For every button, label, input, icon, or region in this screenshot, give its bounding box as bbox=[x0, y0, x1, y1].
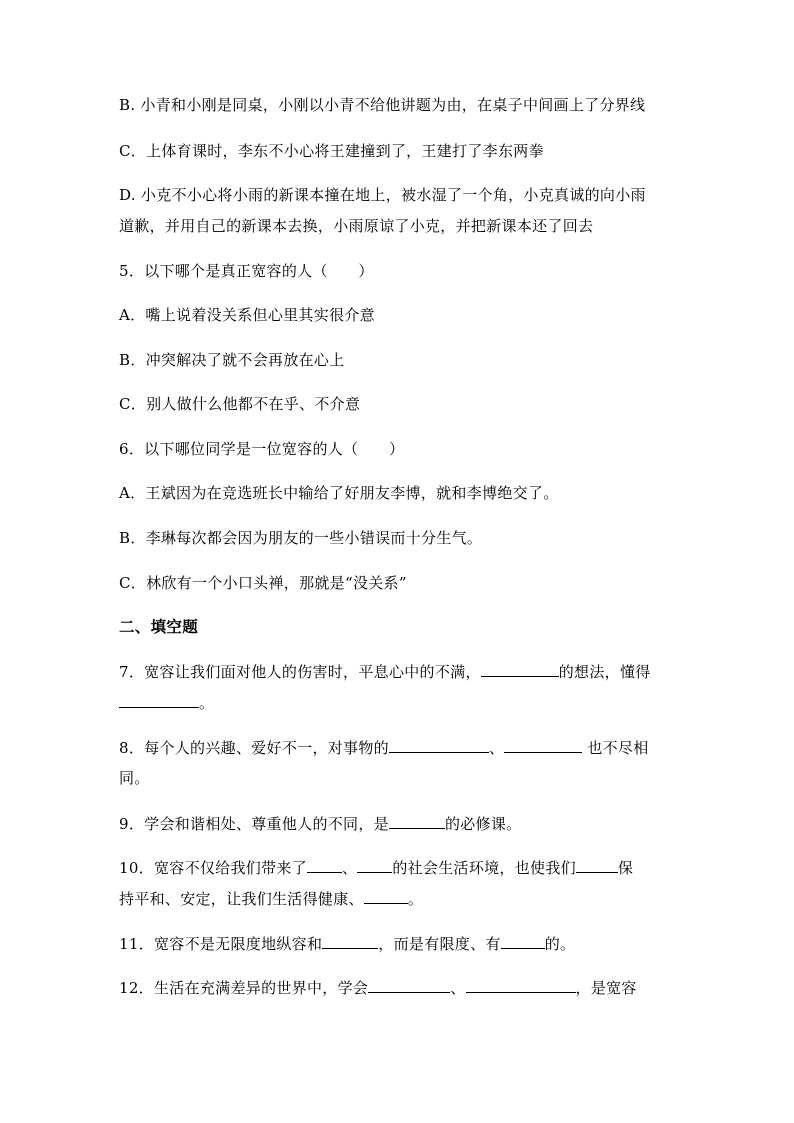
q11-text-3: 的。 bbox=[544, 935, 576, 953]
q10-blank-1[interactable] bbox=[307, 857, 342, 873]
q7-text-1: 7．宽容让我们面对他人的伤害时，平息心中的不满， bbox=[119, 663, 481, 681]
q10-line1 bbox=[119, 857, 679, 878]
q4-option-b: B. 小青和小刚是同桌，小刚以小青不给他讲题为由，在桌子中间画上了分界线 bbox=[119, 96, 646, 114]
q10-line2 bbox=[119, 888, 679, 909]
q11-text-1: 11．宽容不是无限度地纵容和 bbox=[119, 935, 323, 953]
q4-option-d-line1: D. 小克不小心将小雨的新课本撞在地上，被水湿了一个角，小克真诚的向小雨 bbox=[119, 186, 646, 204]
q5-stem: 5．以下哪个是真正宽容的人（ ） bbox=[119, 262, 374, 280]
q7-text-2: 的想法，懂得 bbox=[558, 663, 651, 681]
q10-text-2: 的社会生活环境，也使我们 bbox=[392, 859, 576, 877]
q5-option-b: B．冲突解决了就不会再放在心上 bbox=[119, 351, 345, 369]
q10-text-1: 10．宽容不仅给我们带来了 bbox=[119, 859, 307, 877]
q11-text-2: ，而是有限度、有 bbox=[378, 935, 501, 953]
q9-text-2: 的必修课。 bbox=[444, 815, 522, 833]
q10-blank-4[interactable] bbox=[364, 888, 408, 904]
q10-blank-2[interactable] bbox=[357, 857, 392, 873]
q6-option-b: B．李琳每次都会因为朋友的一些小错误而十分生气。 bbox=[119, 529, 483, 547]
q7-blank-2[interactable] bbox=[119, 692, 199, 708]
q7-line1 bbox=[119, 661, 679, 682]
section-title-fill-in: 二、填空题 bbox=[119, 618, 199, 636]
q4-option-c: C．上体育课时，李东不小心将王建撞到了，王建打了李东两拳 bbox=[119, 142, 544, 160]
q11-blank-2[interactable] bbox=[501, 933, 545, 949]
q10-text-3: 保 bbox=[617, 859, 634, 877]
q7-text-3: 。 bbox=[199, 694, 215, 712]
q8-line2: 同。 bbox=[119, 769, 150, 787]
q9-line bbox=[119, 813, 679, 834]
q10-sep: 、 bbox=[342, 859, 358, 877]
q11-blank-1[interactable] bbox=[322, 933, 378, 949]
q11-line bbox=[119, 933, 679, 954]
q10-blank-3[interactable] bbox=[576, 857, 618, 873]
q10-text-4: 持平和、安定，让我们生活得健康、 bbox=[119, 890, 364, 908]
q7-blank-1[interactable] bbox=[481, 661, 559, 677]
q8-blank-2[interactable] bbox=[504, 737, 582, 753]
q5-option-c: C．别人做什么他都不在乎、不介意 bbox=[119, 395, 361, 413]
q7-line2 bbox=[119, 692, 679, 713]
q12-line bbox=[119, 977, 679, 998]
q8-blank-1[interactable] bbox=[389, 737, 489, 753]
q8-sep: 、 bbox=[488, 739, 505, 757]
q8-line1 bbox=[119, 737, 679, 758]
q9-blank-1[interactable] bbox=[389, 813, 445, 829]
q12-blank-2[interactable] bbox=[466, 977, 576, 993]
q9-text-1: 9．学会和谐相处、尊重他人的不同，是 bbox=[119, 815, 389, 833]
q12-text-2: ，是宽容 bbox=[575, 979, 637, 997]
q4-option-d-line2: 道歉，并用自己的新课本去换，小雨原谅了小克，并把新课本还了回去 bbox=[119, 217, 594, 235]
q12-sep: 、 bbox=[450, 979, 466, 997]
q8-text-2: 也不尽相 bbox=[582, 739, 649, 757]
q10-text-5: 。 bbox=[407, 890, 424, 908]
q8-text-1: 8．每个人的兴趣、爱好不一，对事物的 bbox=[119, 739, 389, 757]
q12-text-1: 12．生活在充满差异的世界中，学会 bbox=[119, 979, 369, 997]
q6-option-c: C．林欣有一个小口头禅，那就是“没关系” bbox=[119, 574, 407, 592]
q6-stem: 6．以下哪位同学是一位宽容的人（ ） bbox=[119, 440, 405, 458]
q5-option-a: A．嘴上说着没关系但心里其实很介意 bbox=[119, 306, 375, 324]
q6-option-a: A．王斌因为在竞选班长中输给了好朋友李博，就和李博绝交了。 bbox=[119, 484, 559, 502]
q12-blank-1[interactable] bbox=[368, 977, 450, 993]
